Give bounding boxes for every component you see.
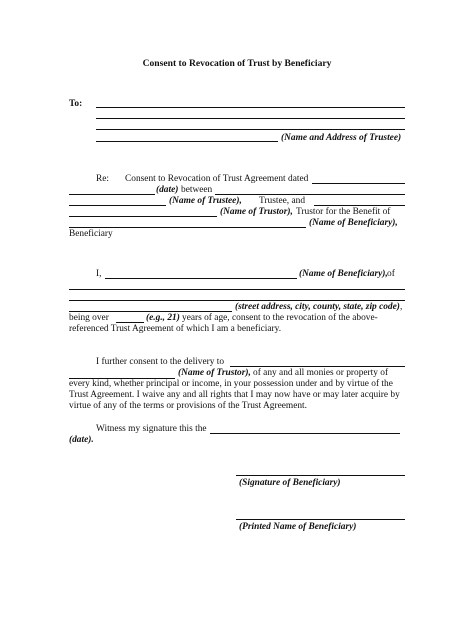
trustee-address-line-2[interactable] bbox=[96, 118, 405, 119]
re-text: Consent to Revocation of Trust Agreement dated bbox=[125, 174, 309, 184]
re-label: Re: bbox=[96, 174, 110, 184]
to-label: To: bbox=[69, 99, 83, 109]
i-label: I, bbox=[96, 269, 102, 279]
beneficiary-word: Beneficiary bbox=[69, 229, 113, 239]
signature-label: (Signature of Beneficiary) bbox=[239, 478, 341, 488]
paragraph-line-5: virtue of any of the terms or provisions of the Trust Agreement. bbox=[69, 401, 307, 411]
referenced-text: referenced Trust Agreement of which I am a beneficiary. bbox=[69, 324, 282, 334]
trustee-address-line-4[interactable] bbox=[96, 141, 278, 142]
printed-name-line[interactable] bbox=[236, 519, 405, 520]
paragraph-line-3: every kind, whether principal or income, in your possession under and by virtue of the bbox=[69, 379, 393, 389]
trustee-name-field[interactable] bbox=[69, 205, 166, 206]
address-line-1[interactable] bbox=[69, 289, 405, 290]
street-address-label: (street address, city, county, state, zip code) bbox=[235, 302, 400, 312]
name-of-trustor-label: (Name of Trustor), bbox=[220, 207, 293, 217]
name-of-beneficiary-label: (Name of Beneficiary), bbox=[309, 218, 398, 228]
name-of-beneficiary-label-2: (Name of Beneficiary), bbox=[299, 269, 388, 279]
being-over-text: being over bbox=[69, 313, 109, 323]
delivery-text: of any and all monies or property of bbox=[253, 368, 389, 378]
trustee-address-label: (Name and Address of Trustee) bbox=[281, 133, 402, 143]
of-word: of bbox=[387, 269, 395, 279]
trustee-suffix: Trustee, and bbox=[259, 196, 306, 206]
further-consent-text: I further consent to the delivery to bbox=[96, 357, 225, 367]
paragraph-line-4: Trust Agreement. I waive any and all rights that I may now have or may later acquire by bbox=[69, 390, 400, 400]
witness-text: Witness my signature this the bbox=[96, 424, 207, 434]
witness-date-field[interactable] bbox=[210, 433, 400, 434]
age-text: years of age, consent to the revocation of the above- bbox=[182, 313, 378, 323]
agreement-date-field[interactable] bbox=[312, 183, 405, 184]
age-example: (e.g., 21) bbox=[146, 313, 180, 323]
trustor-suffix: Trustor for the Benefit of bbox=[296, 207, 391, 217]
signature-line[interactable] bbox=[236, 475, 405, 476]
i-beneficiary-name-field[interactable] bbox=[105, 278, 297, 279]
printed-name-label: (Printed Name of Beneficiary) bbox=[239, 522, 357, 532]
address-comma: , bbox=[400, 302, 403, 312]
document-title: Consent to Revocation of Trust by Beneficiary bbox=[142, 58, 332, 69]
name-of-trustee-label: (Name of Trustee), bbox=[169, 196, 242, 206]
date-label-2: (date). bbox=[69, 435, 94, 445]
name-of-trustor-label-2: (Name of Trustor), bbox=[178, 368, 251, 378]
trustee-address-line-1[interactable] bbox=[96, 107, 405, 108]
date-label: (date) bbox=[156, 185, 179, 195]
trustee-address-line-3[interactable] bbox=[96, 129, 405, 130]
trustor-name-field[interactable] bbox=[69, 216, 217, 217]
date-line[interactable] bbox=[69, 194, 155, 195]
between-line[interactable] bbox=[215, 194, 405, 195]
between-word: between bbox=[181, 185, 213, 195]
